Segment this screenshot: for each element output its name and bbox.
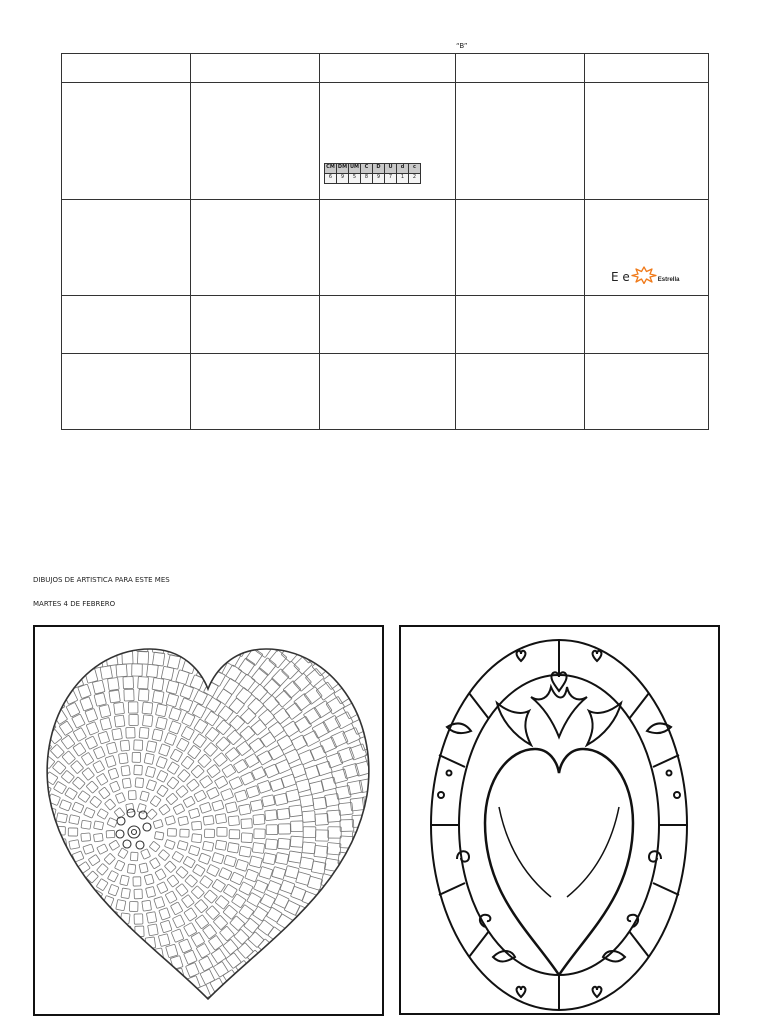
table-row xyxy=(62,54,709,83)
table-cell xyxy=(62,200,191,296)
mosaic-heart-drawing xyxy=(33,625,384,1016)
table-cell xyxy=(62,54,191,83)
table-cell xyxy=(585,200,709,296)
table-row xyxy=(62,354,709,430)
place-value-digit: 9 xyxy=(337,174,349,184)
oval-heart-icon xyxy=(401,627,718,1013)
table-cell xyxy=(456,83,585,200)
mosaic-heart-icon xyxy=(35,627,382,1014)
table-cell xyxy=(320,354,456,430)
table-cell xyxy=(456,54,585,83)
place-value-header-row xyxy=(325,164,421,174)
section-date: MARTES 4 DE FEBRERO xyxy=(33,600,116,608)
table-cell xyxy=(191,200,320,296)
place-value-table xyxy=(324,163,421,184)
oval-heart-drawing xyxy=(399,625,720,1015)
table-cell xyxy=(191,54,320,83)
star-icon xyxy=(631,266,657,284)
activity-table xyxy=(61,53,709,430)
table-cell xyxy=(62,296,191,354)
place-value-digit: 9 xyxy=(373,174,385,184)
table-cell xyxy=(62,83,191,200)
place-value-digit: 8 xyxy=(361,174,373,184)
place-value-header: d xyxy=(397,164,409,174)
table-cell xyxy=(456,296,585,354)
place-value-header: U xyxy=(385,164,397,174)
place-value-digit: 7 xyxy=(385,174,397,184)
estrella-word: Estrella xyxy=(657,277,680,283)
table-cell xyxy=(191,83,320,200)
table-cell xyxy=(320,296,456,354)
place-value-digit: 6 xyxy=(325,174,337,184)
table-cell xyxy=(456,200,585,296)
table-cell xyxy=(191,296,320,354)
place-value-row xyxy=(325,174,421,184)
table-cell xyxy=(456,354,585,430)
header-mark: “B” xyxy=(456,42,468,50)
section-title: DIBUJOS DE ARTISTICA PARA ESTE MES xyxy=(33,576,170,584)
place-value-header: C xyxy=(361,164,373,174)
table-cell xyxy=(585,83,709,200)
table-cell xyxy=(62,354,191,430)
place-value-header: D xyxy=(373,164,385,174)
place-value-digit: 2 xyxy=(409,174,421,184)
place-value-digit: 5 xyxy=(349,174,361,184)
table-cell xyxy=(320,54,456,83)
table-cell xyxy=(320,200,456,296)
place-value-header: DM xyxy=(337,164,349,174)
table-cell xyxy=(320,83,456,200)
table-row xyxy=(62,200,709,296)
table-row xyxy=(62,296,709,354)
estrella-label xyxy=(611,266,679,284)
place-value-header: CM xyxy=(325,164,337,174)
table-cell xyxy=(585,354,709,430)
table-row xyxy=(62,83,709,200)
table-cell xyxy=(585,296,709,354)
place-value-digit: 1 xyxy=(397,174,409,184)
estrella-letters: E e xyxy=(611,270,630,284)
place-value-header: c xyxy=(409,164,421,174)
table-cell xyxy=(191,354,320,430)
place-value-header: UM xyxy=(349,164,361,174)
table-cell xyxy=(585,54,709,83)
